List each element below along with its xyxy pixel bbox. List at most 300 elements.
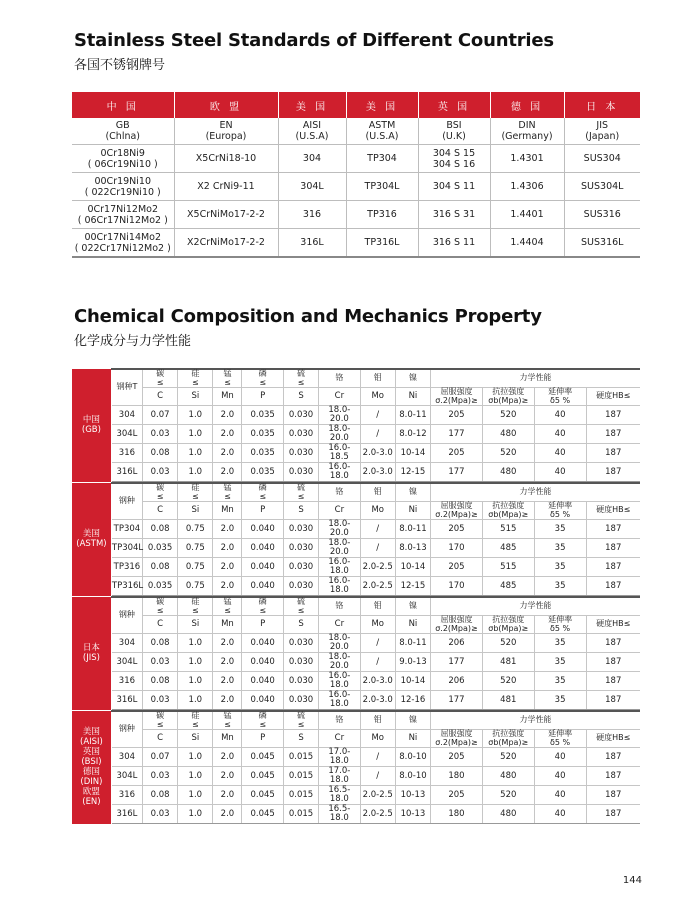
chem-value-cell: 187 xyxy=(586,444,640,463)
chem-value-cell: 177 xyxy=(431,653,483,672)
standard-grade-cell: 1.4301 xyxy=(490,145,564,173)
chem-value-cell: 481 xyxy=(482,691,534,710)
chem-value-cell: 0.75 xyxy=(178,520,213,539)
standard-grade-cell: 316 S 31 xyxy=(418,201,490,229)
chem-value-cell: 480 xyxy=(482,767,534,786)
element-cn-header: 镍 xyxy=(395,597,430,616)
chem-value-cell: 0.75 xyxy=(178,539,213,558)
chem-value-cell: 205 xyxy=(431,520,483,539)
element-symbol-header: Si xyxy=(178,616,213,634)
chem-value-cell: 0.07 xyxy=(142,748,177,767)
standard-name-cell: BSI (U.K) xyxy=(418,118,490,145)
chem-value-cell: 17.0-18.0 xyxy=(319,767,360,786)
standards-header-row xyxy=(72,92,640,118)
standards-row xyxy=(72,229,640,258)
chem-value-cell: 0.035 xyxy=(242,425,283,444)
mechanical-property-header: 力学性能 xyxy=(431,597,640,616)
chem-value-cell: / xyxy=(360,653,395,672)
grade-column-header: 钢种 xyxy=(111,711,142,748)
chem-header-row xyxy=(72,597,640,616)
chem-value-cell: 0.040 xyxy=(242,653,283,672)
chem-value-cell: 206 xyxy=(431,672,483,691)
element-cn-header: 钼 xyxy=(360,483,395,502)
country-header: 美 国 xyxy=(278,92,346,118)
chem-value-cell: 0.030 xyxy=(283,406,318,425)
chem-value-cell: 40 xyxy=(534,425,586,444)
chem-value-cell: 187 xyxy=(586,748,640,767)
chem-value-cell: 18.0-20.0 xyxy=(319,425,360,444)
chem-value-cell: 1.0 xyxy=(178,691,213,710)
chem-value-cell: 187 xyxy=(586,425,640,444)
chem-data-row xyxy=(72,672,640,691)
region-label: 日本 (JIS) xyxy=(72,597,111,710)
country-header: 美 国 xyxy=(346,92,418,118)
element-cn-header: 碳 ≤ xyxy=(142,369,177,388)
chem-value-cell: 18.0-20.0 xyxy=(319,634,360,653)
chem-value-cell: 520 xyxy=(482,748,534,767)
chem-value-cell: / xyxy=(360,425,395,444)
element-cn-header: 铬 xyxy=(319,369,360,388)
element-cn-header: 硫 ≤ xyxy=(283,369,318,388)
chem-data-row xyxy=(72,425,640,444)
chem-value-cell: 187 xyxy=(586,539,640,558)
chem-value-cell: 180 xyxy=(431,767,483,786)
element-symbol-header: C xyxy=(142,388,177,406)
mechanical-column-header: 屈服强度 σ.2(Mpa)≥ xyxy=(431,388,483,406)
chem-value-cell: 40 xyxy=(534,767,586,786)
chem-value-cell: 304 xyxy=(111,406,142,425)
chem-value-cell: 205 xyxy=(431,406,483,425)
element-cn-header: 锰 ≤ xyxy=(213,711,242,730)
chem-value-cell: 2.0 xyxy=(213,691,242,710)
standards-row xyxy=(72,201,640,229)
grade-column-header: 钢种T xyxy=(111,369,142,406)
mechanical-property-header: 力学性能 xyxy=(431,369,640,388)
chem-value-cell: 0.040 xyxy=(242,539,283,558)
chem-data-row xyxy=(72,577,640,596)
standard-grade-cell: 304 xyxy=(278,145,346,173)
chem-value-cell: 0.015 xyxy=(283,805,318,824)
section-title-standards: Stainless Steel Standards of Different Countries xyxy=(74,30,554,51)
grade-column-header: 钢种 xyxy=(111,597,142,634)
chem-value-cell: 0.035 xyxy=(242,463,283,482)
chem-value-cell: 520 xyxy=(482,672,534,691)
chem-value-cell: 187 xyxy=(586,672,640,691)
standard-grade-cell: 316L xyxy=(278,229,346,258)
chem-value-cell: 304L xyxy=(111,767,142,786)
chem-value-cell: 1.0 xyxy=(178,672,213,691)
chem-value-cell: 40 xyxy=(534,406,586,425)
region-label: 中国 (GB) xyxy=(72,369,111,482)
chem-value-cell: 1.0 xyxy=(178,653,213,672)
standard-grade-cell: SUS304 xyxy=(564,145,640,173)
chem-value-cell: 35 xyxy=(534,558,586,577)
element-cn-header: 镍 xyxy=(395,711,430,730)
section-subtitle-chemical: 化学成分与力学性能 xyxy=(74,334,192,349)
chem-value-cell: 304 xyxy=(111,748,142,767)
chem-value-cell: 1.0 xyxy=(178,786,213,805)
chem-value-cell: 0.030 xyxy=(283,520,318,539)
chem-value-cell: 1.0 xyxy=(178,634,213,653)
chem-value-cell: 12-16 xyxy=(395,691,430,710)
standards-table xyxy=(72,92,640,258)
standards-subheader-row xyxy=(72,118,640,145)
chem-data-row xyxy=(72,653,640,672)
chem-value-cell: 2.0 xyxy=(213,406,242,425)
mechanical-column-header: 延伸率 δ5 % xyxy=(534,616,586,634)
chem-value-cell: 16.0-18.0 xyxy=(319,672,360,691)
chem-value-cell: 316L xyxy=(111,463,142,482)
standard-grade-cell: TP316L xyxy=(346,229,418,258)
element-cn-header: 磷 ≤ xyxy=(242,597,283,616)
mechanical-column-header: 延伸率 δ5 % xyxy=(534,502,586,520)
chem-value-cell: 2.0 xyxy=(213,520,242,539)
standard-grade-cell: TP304L xyxy=(346,173,418,201)
chem-symbol-row xyxy=(72,502,640,520)
chem-symbol-row xyxy=(72,616,640,634)
chem-table xyxy=(72,482,640,596)
element-cn-header: 硫 ≤ xyxy=(283,483,318,502)
chem-value-cell: 0.08 xyxy=(142,786,177,805)
chem-header-row xyxy=(72,711,640,730)
standard-grade-cell: X2 CrNi9-11 xyxy=(174,173,278,201)
chem-value-cell: 18.0-20.0 xyxy=(319,520,360,539)
chem-value-cell: 0.03 xyxy=(142,691,177,710)
chem-value-cell: 1.0 xyxy=(178,463,213,482)
chem-value-cell: 0.030 xyxy=(283,539,318,558)
chem-value-cell: 0.03 xyxy=(142,463,177,482)
mechanical-column-header: 硬度HB≤ xyxy=(586,502,640,520)
chem-value-cell: 18.0-20.0 xyxy=(319,406,360,425)
chem-value-cell: 0.040 xyxy=(242,558,283,577)
chem-value-cell: 2.0 xyxy=(213,463,242,482)
element-symbol-header: S xyxy=(283,502,318,520)
chem-value-cell: 16.5-18.0 xyxy=(319,805,360,824)
chem-value-cell: 16.0-18.0 xyxy=(319,558,360,577)
chem-value-cell: 0.030 xyxy=(283,653,318,672)
element-cn-header: 硫 ≤ xyxy=(283,711,318,730)
standard-name-cell: AISI (U.S.A) xyxy=(278,118,346,145)
element-cn-header: 磷 ≤ xyxy=(242,369,283,388)
element-cn-header: 碳 ≤ xyxy=(142,483,177,502)
chem-value-cell: 205 xyxy=(431,748,483,767)
chem-value-cell: 2.0-2.5 xyxy=(360,805,395,824)
chem-value-cell: 520 xyxy=(482,634,534,653)
chem-value-cell: 8.0-10 xyxy=(395,767,430,786)
chem-value-cell: 187 xyxy=(586,577,640,596)
standard-name-cell: JIS (Japan) xyxy=(564,118,640,145)
chem-value-cell: 2.0 xyxy=(213,577,242,596)
chem-data-row xyxy=(72,558,640,577)
chem-value-cell: 177 xyxy=(431,425,483,444)
chem-value-cell: 515 xyxy=(482,520,534,539)
chem-value-cell: 2.0 xyxy=(213,539,242,558)
chem-value-cell: 0.08 xyxy=(142,558,177,577)
chem-value-cell: 2.0 xyxy=(213,653,242,672)
element-symbol-header: Cr xyxy=(319,502,360,520)
chem-value-cell: TP304 xyxy=(111,520,142,539)
chem-value-cell: 316 xyxy=(111,786,142,805)
chem-value-cell: 1.0 xyxy=(178,767,213,786)
chem-data-row xyxy=(72,691,640,710)
chem-value-cell: 0.040 xyxy=(242,577,283,596)
chem-value-cell: 0.75 xyxy=(178,558,213,577)
country-header: 德 国 xyxy=(490,92,564,118)
chem-value-cell: 520 xyxy=(482,406,534,425)
chem-value-cell: 304 xyxy=(111,634,142,653)
standard-grade-cell: 304 S 15 304 S 16 xyxy=(418,145,490,173)
chem-value-cell: 304L xyxy=(111,425,142,444)
country-header: 欧 盟 xyxy=(174,92,278,118)
chem-value-cell: / xyxy=(360,406,395,425)
chem-table xyxy=(72,368,640,482)
chem-value-cell: 0.07 xyxy=(142,406,177,425)
chem-value-cell: 40 xyxy=(534,786,586,805)
chem-value-cell: 1.0 xyxy=(178,444,213,463)
standard-grade-cell: TP304 xyxy=(346,145,418,173)
chem-value-cell: 0.045 xyxy=(242,748,283,767)
element-cn-header: 铬 xyxy=(319,597,360,616)
chem-value-cell: 2.0 xyxy=(213,767,242,786)
chem-value-cell: 206 xyxy=(431,634,483,653)
element-cn-header: 铬 xyxy=(319,711,360,730)
chem-value-cell: 187 xyxy=(586,805,640,824)
element-symbol-header: Mn xyxy=(213,616,242,634)
chem-value-cell: 17.0-18.0 xyxy=(319,748,360,767)
chem-value-cell: 2.0 xyxy=(213,444,242,463)
element-symbol-header: C xyxy=(142,502,177,520)
chem-value-cell: 0.035 xyxy=(242,444,283,463)
chem-value-cell: / xyxy=(360,539,395,558)
standard-grade-cell: 304L xyxy=(278,173,346,201)
chem-value-cell: 0.03 xyxy=(142,805,177,824)
chem-value-cell: 10-14 xyxy=(395,672,430,691)
chem-value-cell: 170 xyxy=(431,577,483,596)
section-title-chemical: Chemical Composition and Mechanics Property xyxy=(74,306,542,327)
chem-value-cell: 316L xyxy=(111,691,142,710)
element-symbol-header: Cr xyxy=(319,388,360,406)
chem-value-cell: 8.0-11 xyxy=(395,634,430,653)
element-cn-header: 镍 xyxy=(395,369,430,388)
element-symbol-header: Mn xyxy=(213,388,242,406)
country-header: 中 国 xyxy=(72,92,174,118)
chem-value-cell: 0.045 xyxy=(242,805,283,824)
standard-grade-cell: X5CrNiMo17-2-2 xyxy=(174,201,278,229)
standard-grade-cell: 0Cr17Ni12Mo2 ( 06Cr17Ni12Mo2 ) xyxy=(72,201,174,229)
chem-value-cell: 0.040 xyxy=(242,634,283,653)
element-symbol-header: Ni xyxy=(395,616,430,634)
element-symbol-header: Mo xyxy=(360,730,395,748)
standard-grade-cell: 316 xyxy=(278,201,346,229)
standard-name-cell: EN (Europa) xyxy=(174,118,278,145)
chem-data-row xyxy=(72,748,640,767)
chem-value-cell: 0.045 xyxy=(242,786,283,805)
element-cn-header: 铬 xyxy=(319,483,360,502)
chem-value-cell: 0.015 xyxy=(283,786,318,805)
element-symbol-header: Ni xyxy=(395,502,430,520)
chem-value-cell: 8.0-13 xyxy=(395,539,430,558)
chem-value-cell: 304L xyxy=(111,653,142,672)
region-label: 美国 (ASTM) xyxy=(72,483,111,596)
chem-value-cell: 2.0 xyxy=(213,634,242,653)
chem-value-cell: 1.0 xyxy=(178,406,213,425)
element-symbol-header: P xyxy=(242,388,283,406)
chem-value-cell: 2.0-3.0 xyxy=(360,691,395,710)
chem-data-row xyxy=(72,406,640,425)
page-number: 144 xyxy=(622,875,642,886)
chem-value-cell: 35 xyxy=(534,634,586,653)
standard-grade-cell: SUS316L xyxy=(564,229,640,258)
chem-value-cell: 1.0 xyxy=(178,748,213,767)
grade-column-header: 钢种 xyxy=(111,483,142,520)
country-header: 日 本 xyxy=(564,92,640,118)
chem-value-cell: 0.030 xyxy=(283,691,318,710)
chem-value-cell: 2.0 xyxy=(213,558,242,577)
element-symbol-header: Mn xyxy=(213,730,242,748)
chem-data-row xyxy=(72,767,640,786)
element-cn-header: 钼 xyxy=(360,369,395,388)
element-symbol-header: Mn xyxy=(213,502,242,520)
element-cn-header: 锰 ≤ xyxy=(213,369,242,388)
element-symbol-header: Mo xyxy=(360,388,395,406)
mechanical-column-header: 硬度HB≤ xyxy=(586,388,640,406)
mechanical-property-header: 力学性能 xyxy=(431,483,640,502)
chem-value-cell: 10-14 xyxy=(395,558,430,577)
chem-value-cell: 16.5-18.0 xyxy=(319,786,360,805)
chem-value-cell: 2.0 xyxy=(213,672,242,691)
chem-value-cell: 0.040 xyxy=(242,672,283,691)
chem-value-cell: 0.03 xyxy=(142,767,177,786)
chem-value-cell: 40 xyxy=(534,444,586,463)
element-cn-header: 硅 ≤ xyxy=(178,597,213,616)
chem-value-cell: 2.0 xyxy=(213,425,242,444)
chem-value-cell: 16.0-18.0 xyxy=(319,577,360,596)
chem-value-cell: 170 xyxy=(431,539,483,558)
chem-value-cell: 2.0-3.0 xyxy=(360,444,395,463)
element-symbol-header: S xyxy=(283,616,318,634)
mechanical-column-header: 硬度HB≤ xyxy=(586,616,640,634)
chem-value-cell: 8.0-11 xyxy=(395,520,430,539)
chem-value-cell: 35 xyxy=(534,520,586,539)
element-symbol-header: Mo xyxy=(360,616,395,634)
chem-value-cell: 316 xyxy=(111,444,142,463)
chem-value-cell: / xyxy=(360,748,395,767)
chem-value-cell: 18.0-20.0 xyxy=(319,539,360,558)
chem-value-cell: 40 xyxy=(534,805,586,824)
chem-value-cell: 177 xyxy=(431,691,483,710)
element-symbol-header: Mo xyxy=(360,502,395,520)
chem-value-cell: 0.040 xyxy=(242,520,283,539)
chem-value-cell: 35 xyxy=(534,653,586,672)
standard-grade-cell: 1.4401 xyxy=(490,201,564,229)
chem-data-row xyxy=(72,805,640,824)
chem-value-cell: 2.0 xyxy=(213,748,242,767)
chem-data-row xyxy=(72,634,640,653)
chem-value-cell: 40 xyxy=(534,748,586,767)
element-cn-header: 钼 xyxy=(360,597,395,616)
chem-header-row xyxy=(72,483,640,502)
chem-value-cell: 0.03 xyxy=(142,425,177,444)
element-symbol-header: S xyxy=(283,730,318,748)
chem-value-cell: 12-15 xyxy=(395,577,430,596)
chem-value-cell: 2.0-2.5 xyxy=(360,558,395,577)
element-cn-header: 锰 ≤ xyxy=(213,597,242,616)
chem-value-cell: 2.0-2.5 xyxy=(360,786,395,805)
mechanical-column-header: 硬度HB≤ xyxy=(586,730,640,748)
element-symbol-header: Si xyxy=(178,388,213,406)
chem-value-cell: 35 xyxy=(534,577,586,596)
mechanical-column-header: 抗拉强度 σb(Mpa)≥ xyxy=(482,730,534,748)
chem-data-row xyxy=(72,786,640,805)
element-symbol-header: Ni xyxy=(395,730,430,748)
chem-symbol-row xyxy=(72,730,640,748)
chem-value-cell: 480 xyxy=(482,805,534,824)
standards-row xyxy=(72,173,640,201)
chem-value-cell: TP316 xyxy=(111,558,142,577)
section-subtitle-standards: 各国不锈钢牌号 xyxy=(74,58,166,73)
chem-value-cell: 1.0 xyxy=(178,805,213,824)
chem-value-cell: 485 xyxy=(482,577,534,596)
element-symbol-header: Ni xyxy=(395,388,430,406)
chem-value-cell: 187 xyxy=(586,406,640,425)
chem-data-row xyxy=(72,520,640,539)
chem-value-cell: 0.08 xyxy=(142,520,177,539)
element-symbol-header: C xyxy=(142,730,177,748)
chem-value-cell: TP316L xyxy=(111,577,142,596)
standard-grade-cell: TP316 xyxy=(346,201,418,229)
mechanical-column-header: 抗拉强度 σb(Mpa)≥ xyxy=(482,502,534,520)
chem-value-cell: 2.0-3.0 xyxy=(360,672,395,691)
element-cn-header: 硅 ≤ xyxy=(178,369,213,388)
element-cn-header: 碳 ≤ xyxy=(142,597,177,616)
chem-value-cell: 12-15 xyxy=(395,463,430,482)
chem-value-cell: 481 xyxy=(482,653,534,672)
chem-value-cell: 0.75 xyxy=(178,577,213,596)
chem-value-cell: 0.045 xyxy=(242,767,283,786)
element-symbol-header: S xyxy=(283,388,318,406)
chem-value-cell: 187 xyxy=(586,520,640,539)
chem-value-cell: 35 xyxy=(534,672,586,691)
element-cn-header: 磷 ≤ xyxy=(242,483,283,502)
chem-value-cell: 0.030 xyxy=(283,558,318,577)
standard-name-cell: DIN (Germany) xyxy=(490,118,564,145)
chem-value-cell: 35 xyxy=(534,691,586,710)
chem-value-cell: 0.035 xyxy=(142,539,177,558)
chem-value-cell: 0.08 xyxy=(142,672,177,691)
chem-value-cell: 0.030 xyxy=(283,444,318,463)
standard-grade-cell: 304 S 11 xyxy=(418,173,490,201)
chem-value-cell: 480 xyxy=(482,425,534,444)
standard-name-cell: ASTM (U.S.A) xyxy=(346,118,418,145)
region-label: 美国 (AISI) 英国 (BSI) 德国 (DIN) 欧盟 (EN) xyxy=(72,711,111,824)
chem-data-row xyxy=(72,444,640,463)
chem-data-row xyxy=(72,539,640,558)
chem-value-cell: 8.0-11 xyxy=(395,406,430,425)
standard-grade-cell: 0Cr18Ni9 ( 06Cr19Ni10 ) xyxy=(72,145,174,173)
chem-value-cell: 2.0-2.5 xyxy=(360,577,395,596)
mechanical-column-header: 屈服强度 σ.2(Mpa)≥ xyxy=(431,502,483,520)
element-symbol-header: P xyxy=(242,616,283,634)
chem-value-cell: 35 xyxy=(534,539,586,558)
chem-value-cell: 0.08 xyxy=(142,634,177,653)
element-symbol-header: P xyxy=(242,730,283,748)
element-symbol-header: P xyxy=(242,502,283,520)
mechanical-column-header: 延伸率 δ5 % xyxy=(534,388,586,406)
chem-value-cell: 187 xyxy=(586,767,640,786)
chem-value-cell: 520 xyxy=(482,786,534,805)
chem-value-cell: 16.0-18.0 xyxy=(319,463,360,482)
chem-value-cell: 0.03 xyxy=(142,653,177,672)
